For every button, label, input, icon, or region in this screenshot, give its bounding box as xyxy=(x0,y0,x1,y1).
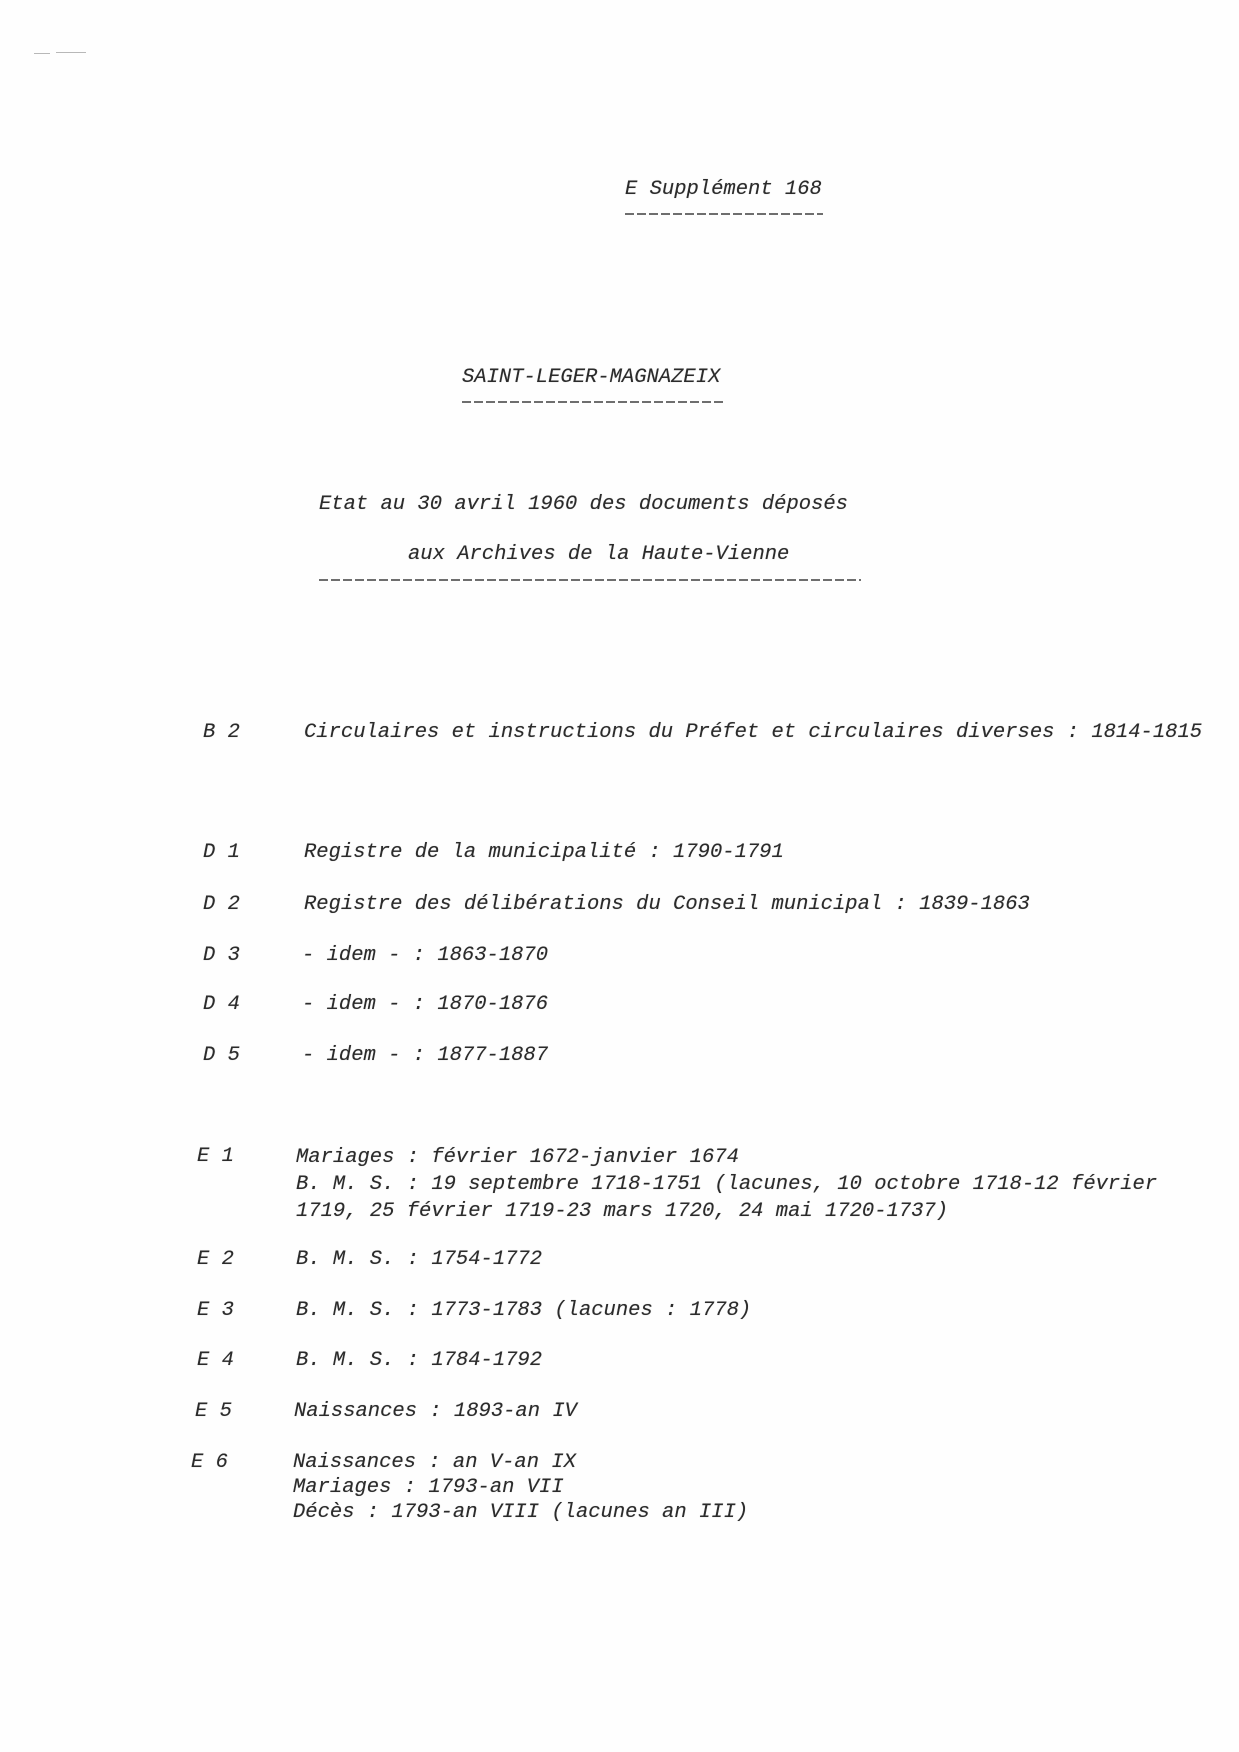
entry-line: B. M. S. : 1754-1772 xyxy=(296,1248,543,1271)
title-underline xyxy=(319,579,861,581)
entry-code: D 5 xyxy=(203,1044,240,1067)
entry-line: Décès : 1793-an VIII (lacunes an III) xyxy=(293,1501,749,1524)
entry-code: E 3 xyxy=(197,1299,234,1322)
entry-description xyxy=(302,943,548,968)
document-title-line2: aux Archives de la Haute-Vienne xyxy=(408,543,790,566)
entry-line: B. M. S. : 19 septembre 1718-1751 (lacunes, 10 octobre 1718-12 février xyxy=(296,1173,1158,1196)
entry-description xyxy=(296,1298,751,1323)
entry-description xyxy=(294,1399,577,1424)
entry-code: D 3 xyxy=(203,944,240,967)
entry-line: - idem - : 1863-1870 xyxy=(302,944,549,967)
entry-code: D 4 xyxy=(203,993,240,1016)
entry-description xyxy=(304,840,784,865)
entry-code: E 6 xyxy=(191,1451,228,1474)
entry-line: 1719, 25 février 1719-23 mars 1720, 24 mai 1720-1737) xyxy=(296,1200,949,1223)
document-title-line1: Etat au 30 avril 1960 des documents déposés xyxy=(319,493,848,516)
document-reference: E Supplément 168 xyxy=(625,178,822,201)
scan-mark xyxy=(56,52,86,53)
entry-description xyxy=(296,1144,1157,1225)
entry-description xyxy=(296,1348,542,1373)
entry-line: Mariages : 1793-an VII xyxy=(293,1476,564,1499)
entry-description xyxy=(293,1450,748,1525)
entry-description xyxy=(304,892,1030,917)
entry-line: Mariages : février 1672-janvier 1674 xyxy=(296,1146,739,1169)
entry-description xyxy=(304,720,1202,745)
entry-code: E 4 xyxy=(197,1349,234,1372)
entry-line: Naissances : 1893-an IV xyxy=(294,1400,577,1423)
entry-code: D 2 xyxy=(203,893,240,916)
entry-code: E 2 xyxy=(197,1248,234,1271)
scan-mark xyxy=(34,53,50,54)
entry-code: E 1 xyxy=(197,1145,234,1168)
entry-line: B. M. S. : 1784-1792 xyxy=(296,1349,543,1372)
entry-description xyxy=(302,992,548,1017)
entry-description xyxy=(302,1043,548,1068)
entry-line: - idem - : 1877-1887 xyxy=(302,1044,549,1067)
entry-code: E 5 xyxy=(195,1400,232,1423)
entry-line: Registre de la municipalité : 1790-1791 xyxy=(304,841,784,864)
entry-line: Registre des délibérations du Conseil municipal : 1839-1863 xyxy=(304,893,1030,916)
commune-title: SAINT-LEGER-MAGNAZEIX xyxy=(462,366,721,389)
entry-line: Naissances : an V-an IX xyxy=(293,1451,576,1474)
entry-line: B. M. S. : 1773-1783 (lacunes : 1778) xyxy=(296,1299,752,1322)
entry-line: Circulaires et instructions du Préfet et circulaires diverses : 1814-1815 xyxy=(304,721,1203,744)
entry-code: D 1 xyxy=(203,841,240,864)
entry-description xyxy=(296,1247,542,1272)
entry-line: - idem - : 1870-1876 xyxy=(302,993,549,1016)
entry-code: B 2 xyxy=(203,721,240,744)
reference-underline xyxy=(625,213,823,215)
commune-underline xyxy=(462,401,724,403)
